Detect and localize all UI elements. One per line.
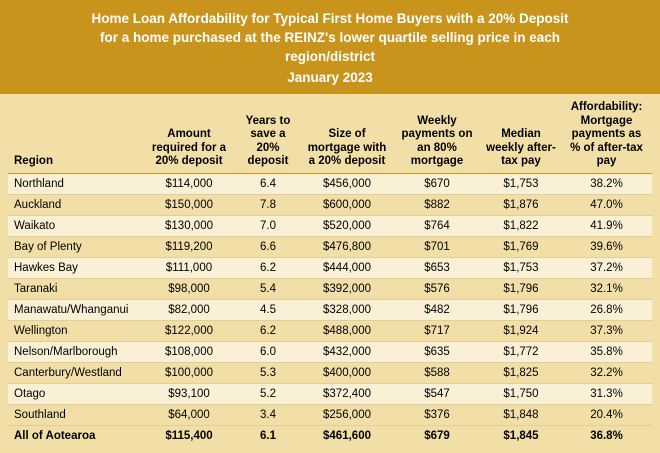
column-header-deposit-amount: Amount required for a 20% deposit	[143, 98, 235, 173]
cell-pay: $1,750	[481, 383, 561, 404]
cell-region: Southland	[8, 404, 143, 425]
cell-years: 5.3	[235, 362, 301, 383]
cell-region: Wellington	[8, 320, 143, 341]
cell-years: 6.6	[235, 236, 301, 257]
cell-weekly: $764	[393, 215, 481, 236]
title-line-3: region/district	[284, 49, 375, 64]
cell-region: Northland	[8, 173, 143, 194]
title-date: January 2023	[287, 70, 373, 85]
cell-affordability: 32.1%	[561, 278, 652, 299]
cell-pay: $1,924	[481, 320, 561, 341]
table-header-row	[8, 98, 652, 173]
table-row	[8, 257, 652, 278]
title-line-2: for a home purchased at the REINZ's lower quartile selling price in each	[99, 30, 561, 45]
table-row	[8, 278, 652, 299]
cell-mortgage: $256,000	[301, 404, 393, 425]
cell-affordability: 37.3%	[561, 320, 652, 341]
cell-mortgage: $476,800	[301, 236, 393, 257]
table-row	[8, 404, 652, 425]
cell-deposit: $100,000	[143, 362, 235, 383]
cell-mortgage: $328,000	[301, 299, 393, 320]
table-row	[8, 215, 652, 236]
cell-affordability: 31.3%	[561, 383, 652, 404]
cell-years: 5.4	[235, 278, 301, 299]
column-header-mortgage-size: Size of mortgage with a 20% deposit	[301, 98, 393, 173]
table-row	[8, 320, 652, 341]
cell-weekly: $653	[393, 257, 481, 278]
cell-deposit: $150,000	[143, 194, 235, 215]
cell-pay: $1,772	[481, 341, 561, 362]
cell-deposit: $64,000	[143, 404, 235, 425]
cell-years: 6.0	[235, 341, 301, 362]
cell-affordability: 41.9%	[561, 215, 652, 236]
cell-region: Auckland	[8, 194, 143, 215]
cell-affordability: 47.0%	[561, 194, 652, 215]
table-row	[8, 194, 652, 215]
cell-pay: $1,825	[481, 362, 561, 383]
cell-deposit: $111,000	[143, 257, 235, 278]
column-header-region: Region	[8, 98, 143, 173]
cell-mortgage: $488,000	[301, 320, 393, 341]
cell-region: Bay of Plenty	[8, 236, 143, 257]
cell-mortgage: $444,000	[301, 257, 393, 278]
cell-region: Otago	[8, 383, 143, 404]
cell-years: 6.2	[235, 320, 301, 341]
cell-deposit: $114,000	[143, 173, 235, 194]
column-header-years-to-save: Years to save a 20% deposit	[235, 98, 301, 173]
cell-mortgage: $392,000	[301, 278, 393, 299]
affordability-table	[8, 98, 652, 446]
cell-region: Canterbury/Westland	[8, 362, 143, 383]
cell-mortgage: $432,000	[301, 341, 393, 362]
column-header-median-pay: Median weekly after-tax pay	[481, 98, 561, 173]
table-row	[8, 173, 652, 194]
cell-years: 3.4	[235, 404, 301, 425]
cell-weekly: $882	[393, 194, 481, 215]
cell-region: Nelson/Marlborough	[8, 341, 143, 362]
cell-deposit: $122,000	[143, 320, 235, 341]
cell-pay: $1,822	[481, 215, 561, 236]
cell-weekly: $635	[393, 341, 481, 362]
cell-deposit: $115,400	[143, 425, 235, 446]
cell-mortgage: $400,000	[301, 362, 393, 383]
cell-weekly: $482	[393, 299, 481, 320]
cell-weekly: $547	[393, 383, 481, 404]
cell-deposit: $108,000	[143, 341, 235, 362]
table-row	[8, 236, 652, 257]
column-header-weekly-payments: Weekly payments on an 80% mortgage	[393, 98, 481, 173]
cell-weekly: $717	[393, 320, 481, 341]
cell-deposit: $82,000	[143, 299, 235, 320]
cell-deposit: $98,000	[143, 278, 235, 299]
cell-years: 7.0	[235, 215, 301, 236]
cell-region: Hawkes Bay	[8, 257, 143, 278]
table-row	[8, 299, 652, 320]
cell-mortgage: $456,000	[301, 173, 393, 194]
cell-affordability: 20.4%	[561, 404, 652, 425]
cell-pay: $1,753	[481, 257, 561, 278]
cell-deposit: $130,000	[143, 215, 235, 236]
cell-years: 5.2	[235, 383, 301, 404]
cell-pay: $1,769	[481, 236, 561, 257]
cell-weekly: $576	[393, 278, 481, 299]
cell-region: Taranaki	[8, 278, 143, 299]
cell-deposit: $119,200	[143, 236, 235, 257]
table-body	[8, 173, 652, 446]
cell-affordability: 38.2%	[561, 173, 652, 194]
cell-pay: $1,753	[481, 173, 561, 194]
cell-weekly: $701	[393, 236, 481, 257]
cell-weekly: $679	[393, 425, 481, 446]
cell-affordability: 39.6%	[561, 236, 652, 257]
column-header-affordability: Affordability: Mortgage payments as % of after-tax pay	[561, 98, 652, 173]
cell-mortgage: $520,000	[301, 215, 393, 236]
cell-years: 6.4	[235, 173, 301, 194]
cell-pay: $1,848	[481, 404, 561, 425]
cell-weekly: $670	[393, 173, 481, 194]
cell-years: 6.2	[235, 257, 301, 278]
title-banner	[0, 0, 660, 94]
title-line-1: Home Loan Affordability for Typical First Home Buyers with a 20% Deposit	[91, 11, 569, 26]
cell-years: 6.1	[235, 425, 301, 446]
cell-deposit: $93,100	[143, 383, 235, 404]
cell-affordability: 26.8%	[561, 299, 652, 320]
cell-affordability: 37.2%	[561, 257, 652, 278]
cell-region: All of Aotearoa	[8, 425, 143, 446]
cell-pay: $1,796	[481, 299, 561, 320]
cell-weekly: $376	[393, 404, 481, 425]
cell-affordability: 36.8%	[561, 425, 652, 446]
table-row	[8, 341, 652, 362]
cell-pay: $1,876	[481, 194, 561, 215]
table-row	[8, 383, 652, 404]
cell-pay: $1,845	[481, 425, 561, 446]
table-total-row	[8, 425, 652, 446]
cell-mortgage: $461,600	[301, 425, 393, 446]
cell-years: 7.8	[235, 194, 301, 215]
cell-region: Manawatu/Whanganui	[8, 299, 143, 320]
cell-pay: $1,796	[481, 278, 561, 299]
cell-region: Waikato	[8, 215, 143, 236]
cell-mortgage: $600,000	[301, 194, 393, 215]
cell-mortgage: $372,400	[301, 383, 393, 404]
cell-years: 4.5	[235, 299, 301, 320]
cell-weekly: $588	[393, 362, 481, 383]
cell-affordability: 32.2%	[561, 362, 652, 383]
cell-affordability: 35.8%	[561, 341, 652, 362]
table-row	[8, 362, 652, 383]
